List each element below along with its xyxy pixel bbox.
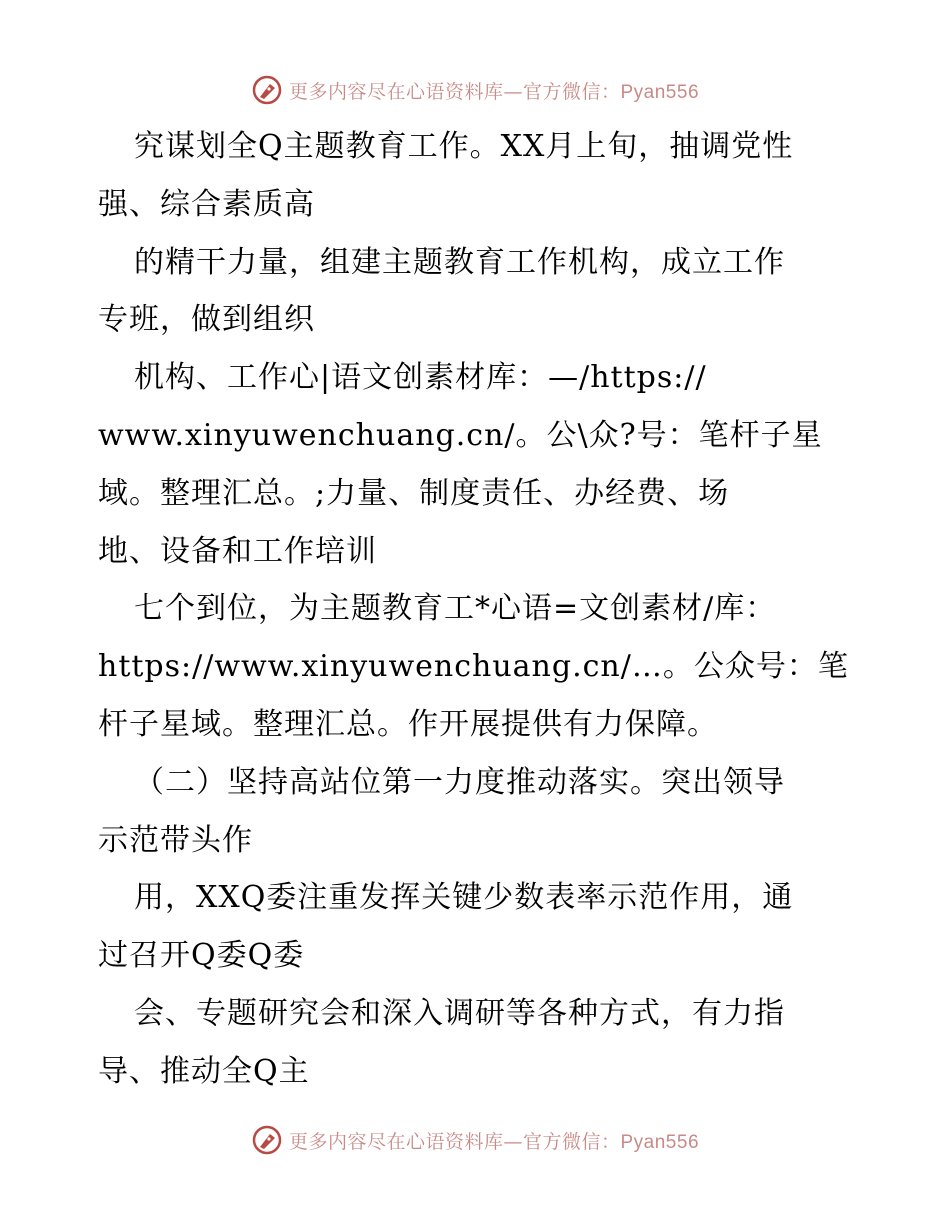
- text-line: 示范带头作: [98, 822, 253, 858]
- text-line: 的精干力量，组建主题教育工作机构，成立工作: [134, 244, 785, 280]
- header-banner-text: 更多内容尽在心语资料库—官方微信：Pyan556: [288, 80, 700, 103]
- text-line: www.xinyuwenchuang.cn/。公\众?号：笔杆子星: [98, 417, 823, 453]
- text-line: 域。整理汇总。;力量、制度责任、办经费、场: [98, 475, 730, 511]
- text-line: 用，XXQ委注重发挥关键少数表率示范作用，通: [134, 880, 794, 916]
- footer-banner-inner: [251, 1124, 699, 1156]
- pen-nib-logo-icon: [251, 1124, 283, 1156]
- text-line: https://www.xinyuwenchuang.cn/…。公众号：笔: [98, 649, 849, 685]
- text-line: 地、设备和工作培训: [98, 533, 377, 569]
- text-line: 机构、工作心|语文创素材库：—/https://: [134, 360, 707, 396]
- text-line: 过召开Q委Q委: [98, 938, 305, 974]
- text-line: 究谋划全Q主题教育工作。XX月上旬，抽调党性: [134, 129, 794, 164]
- text-line: （二）坚持高站位第一力度推动落实。突出领导: [134, 764, 785, 800]
- text-line: 会、专题研究会和深入调研等各种方式，有力指: [134, 995, 785, 1031]
- footer-banner-text: 更多内容尽在心语资料库—官方微信：Pyan556: [288, 1130, 700, 1153]
- document-body: [98, 118, 858, 1101]
- pen-nib-logo-icon: [251, 74, 283, 106]
- footer-banner: [0, 1120, 950, 1160]
- text-line: 专班，做到组织: [98, 302, 315, 338]
- text-line: 导、推动全Q主: [98, 1053, 310, 1089]
- text-line: 强、综合素质高: [98, 186, 315, 222]
- header-banner: [0, 70, 950, 110]
- text-line: 杆子星域。整理汇总。作开展提供有力保障。: [98, 706, 718, 742]
- text-line: 七个到位，为主题教育工*心语=文创素材/库：: [134, 591, 777, 627]
- header-banner-inner: [251, 74, 699, 106]
